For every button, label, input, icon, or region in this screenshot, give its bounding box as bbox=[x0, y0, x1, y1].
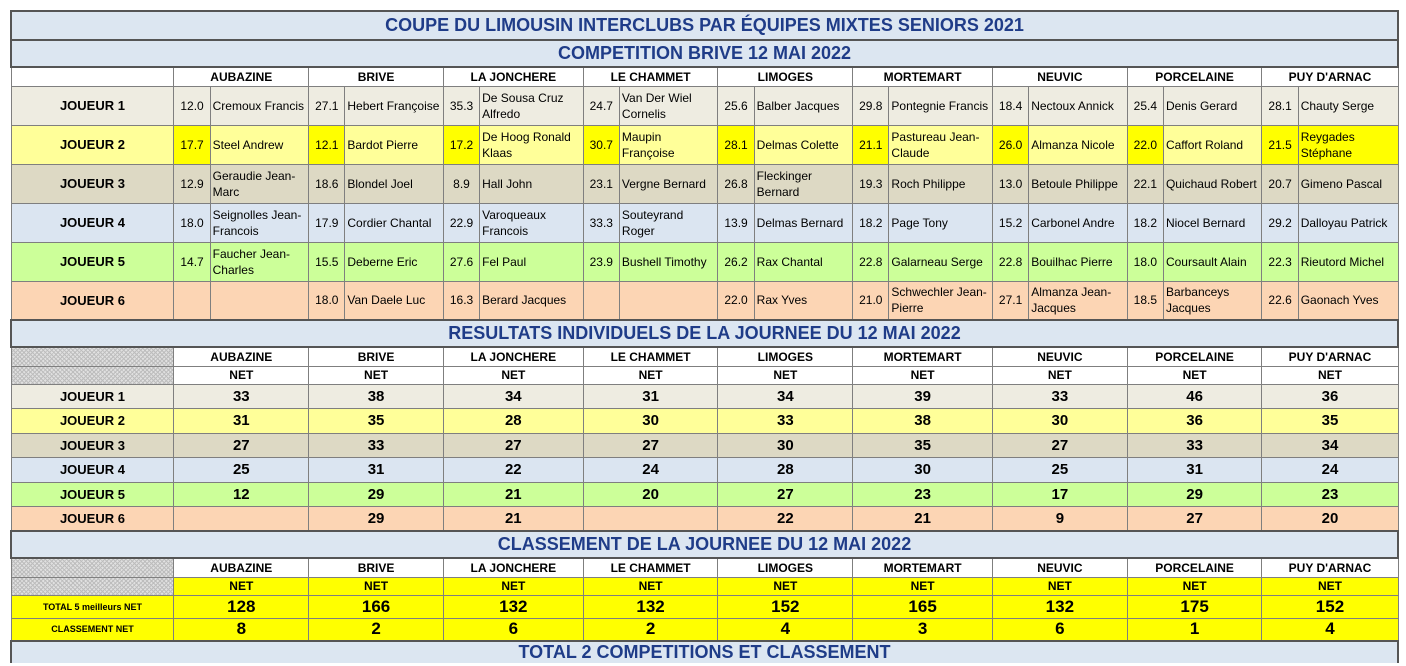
handicap-index: 18.6 bbox=[309, 164, 345, 203]
handicap-index: 18.2 bbox=[1127, 203, 1163, 242]
player-name: De Hoog Ronald Klaas bbox=[480, 125, 584, 164]
net-score: 27 bbox=[583, 433, 718, 458]
club-header: NEUVIC bbox=[992, 347, 1127, 366]
team-rank: 8 bbox=[174, 618, 309, 641]
handicap-index: 35.3 bbox=[443, 86, 479, 125]
handicap-index: 13.0 bbox=[992, 164, 1028, 203]
net-score: 25 bbox=[174, 458, 309, 483]
rank-label: CLASSEMENT NET bbox=[11, 618, 174, 641]
handicap-index: 13.9 bbox=[718, 203, 754, 242]
player-name: Bushell Timothy bbox=[619, 242, 718, 281]
net-header: NET bbox=[1262, 366, 1398, 384]
player-name: Schwechler Jean-Pierre bbox=[889, 281, 993, 320]
handicap-index: 22.8 bbox=[992, 242, 1028, 281]
net-score: 28 bbox=[718, 458, 853, 483]
handicap-index: 17.2 bbox=[443, 125, 479, 164]
handicap-index: 28.1 bbox=[1262, 86, 1298, 125]
team-total: 175 bbox=[1127, 595, 1262, 618]
net-score: 30 bbox=[718, 433, 853, 458]
net-score: 38 bbox=[853, 409, 993, 434]
net-score: 20 bbox=[1262, 507, 1398, 532]
team-rank: 1 bbox=[1127, 618, 1262, 641]
net-score: 23 bbox=[1262, 482, 1398, 507]
club-header: LE CHAMMET bbox=[583, 347, 718, 366]
team-total: 132 bbox=[583, 595, 718, 618]
results-title: RESULTATS INDIVIDUELS DE LA JOURNEE DU 12 MAI 2022 bbox=[11, 320, 1398, 347]
net-score: 27 bbox=[1127, 507, 1262, 532]
ranking-title: CLASSEMENT DE LA JOURNEE DU 12 MAI 2022 bbox=[11, 531, 1398, 558]
net-score: 22 bbox=[718, 507, 853, 532]
net-header: NET bbox=[853, 577, 993, 595]
player-name: Delmas Bernard bbox=[754, 203, 853, 242]
net-score: 29 bbox=[1127, 482, 1262, 507]
player-name: Cremoux Francis bbox=[210, 86, 309, 125]
player-name: Nectoux Annick bbox=[1029, 86, 1128, 125]
player-name: Delmas Colette bbox=[754, 125, 853, 164]
player-name: Rax Chantal bbox=[754, 242, 853, 281]
club-header: LA JONCHERE bbox=[443, 67, 583, 86]
net-header: NET bbox=[1127, 366, 1262, 384]
player-name: Reygades Stéphane bbox=[1298, 125, 1398, 164]
player-name: Maupin Françoise bbox=[619, 125, 718, 164]
team-rank: 6 bbox=[443, 618, 583, 641]
player-name: Hall John bbox=[480, 164, 584, 203]
net-score: 33 bbox=[174, 384, 309, 409]
player-name: Almanza Jean-Jacques bbox=[1029, 281, 1128, 320]
player-name: Souteyrand Roger bbox=[619, 203, 718, 242]
club-header: LE CHAMMET bbox=[583, 558, 718, 577]
net-header: NET bbox=[992, 577, 1127, 595]
player-name: Coursault Alain bbox=[1163, 242, 1262, 281]
handicap-index: 27.1 bbox=[309, 86, 345, 125]
player-name: Balber Jacques bbox=[754, 86, 853, 125]
handicap-index: 24.7 bbox=[583, 86, 619, 125]
player-name: Deberne Eric bbox=[345, 242, 444, 281]
club-header: LA JONCHERE bbox=[443, 347, 583, 366]
player-name: Caffort Roland bbox=[1163, 125, 1262, 164]
player-label: JOUEUR 2 bbox=[11, 125, 174, 164]
handicap-index: 33.3 bbox=[583, 203, 619, 242]
net-header: NET bbox=[309, 577, 444, 595]
corner-cell bbox=[11, 67, 174, 86]
net-score: 35 bbox=[309, 409, 444, 434]
net-score: 31 bbox=[174, 409, 309, 434]
player-name: Bardot Pierre bbox=[345, 125, 444, 164]
player-name: Bouilhac Pierre bbox=[1029, 242, 1128, 281]
club-header: LIMOGES bbox=[718, 347, 853, 366]
club-header: PUY D'ARNAC bbox=[1262, 558, 1398, 577]
handicap-index bbox=[583, 281, 619, 320]
player-name: Cordier Chantal bbox=[345, 203, 444, 242]
player-name: Gaonach Yves bbox=[1298, 281, 1398, 320]
net-score: 31 bbox=[583, 384, 718, 409]
spreadsheet bbox=[10, 10, 1399, 663]
net-score: 30 bbox=[853, 458, 993, 483]
handicap-index: 28.1 bbox=[718, 125, 754, 164]
net-score: 33 bbox=[309, 433, 444, 458]
footer-title: TOTAL 2 COMPETITIONS ET CLASSEMENT bbox=[11, 641, 1398, 663]
handicap-index: 22.1 bbox=[1127, 164, 1163, 203]
team-total: 165 bbox=[853, 595, 993, 618]
net-score: 29 bbox=[309, 482, 444, 507]
net-header: NET bbox=[1127, 577, 1262, 595]
handicap-index: 29.2 bbox=[1262, 203, 1298, 242]
hatched-cell bbox=[11, 347, 174, 366]
club-header: PUY D'ARNAC bbox=[1262, 67, 1398, 86]
player-name bbox=[619, 281, 718, 320]
club-header: NEUVIC bbox=[992, 558, 1127, 577]
net-score: 31 bbox=[309, 458, 444, 483]
handicap-index: 16.3 bbox=[443, 281, 479, 320]
team-total: 128 bbox=[174, 595, 309, 618]
net-score: 27 bbox=[718, 482, 853, 507]
player-name: Varoqueaux Francois bbox=[480, 203, 584, 242]
handicap-index: 27.6 bbox=[443, 242, 479, 281]
handicap-index bbox=[174, 281, 210, 320]
team-total: 166 bbox=[309, 595, 444, 618]
player-label: JOUEUR 6 bbox=[11, 281, 174, 320]
team-rank: 2 bbox=[583, 618, 718, 641]
player-name bbox=[210, 281, 309, 320]
handicap-index: 8.9 bbox=[443, 164, 479, 203]
hatched-cell bbox=[11, 558, 174, 577]
net-header: NET bbox=[1262, 577, 1398, 595]
handicap-index: 12.9 bbox=[174, 164, 210, 203]
player-name: Fel Paul bbox=[480, 242, 584, 281]
hatched-cell bbox=[11, 577, 174, 595]
net-score: 12 bbox=[174, 482, 309, 507]
handicap-index: 15.2 bbox=[992, 203, 1028, 242]
player-name: Pontegnie Francis bbox=[889, 86, 993, 125]
team-rank: 6 bbox=[992, 618, 1127, 641]
club-header: MORTEMART bbox=[853, 347, 993, 366]
handicap-index: 20.7 bbox=[1262, 164, 1298, 203]
player-name: Dalloyau Patrick bbox=[1298, 203, 1398, 242]
player-name: Carbonel Andre bbox=[1029, 203, 1128, 242]
player-label: JOUEUR 4 bbox=[11, 203, 174, 242]
player-label: JOUEUR 3 bbox=[11, 164, 174, 203]
handicap-index: 18.0 bbox=[309, 281, 345, 320]
player-name: Barbanceys Jacques bbox=[1163, 281, 1262, 320]
club-header: PORCELAINE bbox=[1127, 347, 1262, 366]
handicap-index: 26.0 bbox=[992, 125, 1028, 164]
competition-title: COMPETITION BRIVE 12 MAI 2022 bbox=[11, 40, 1398, 67]
club-header: BRIVE bbox=[309, 558, 444, 577]
player-name: Steel Andrew bbox=[210, 125, 309, 164]
club-header: PORCELAINE bbox=[1127, 67, 1262, 86]
player-name: Blondel Joel bbox=[345, 164, 444, 203]
net-score: 21 bbox=[853, 507, 993, 532]
net-score: 24 bbox=[1262, 458, 1398, 483]
net-score: 28 bbox=[443, 409, 583, 434]
handicap-index: 18.4 bbox=[992, 86, 1028, 125]
player-name: Pastureau Jean-Claude bbox=[889, 125, 993, 164]
net-header: NET bbox=[853, 366, 993, 384]
player-name: Berard Jacques bbox=[480, 281, 584, 320]
club-header: AUBAZINE bbox=[174, 67, 309, 86]
player-name: Vergne Bernard bbox=[619, 164, 718, 203]
net-score: 17 bbox=[992, 482, 1127, 507]
net-score: 39 bbox=[853, 384, 993, 409]
handicap-index: 17.7 bbox=[174, 125, 210, 164]
team-total: 132 bbox=[443, 595, 583, 618]
net-header: NET bbox=[718, 366, 853, 384]
handicap-index: 17.9 bbox=[309, 203, 345, 242]
player-name: Van Der Wiel Cornelis bbox=[619, 86, 718, 125]
handicap-index: 18.5 bbox=[1127, 281, 1163, 320]
handicap-index: 21.5 bbox=[1262, 125, 1298, 164]
total-label: TOTAL 5 meilleurs NET bbox=[11, 595, 174, 618]
club-header: LIMOGES bbox=[718, 558, 853, 577]
net-header: NET bbox=[583, 577, 718, 595]
player-label: JOUEUR 1 bbox=[11, 86, 174, 125]
handicap-index: 22.3 bbox=[1262, 242, 1298, 281]
net-score: 31 bbox=[1127, 458, 1262, 483]
handicap-index: 12.1 bbox=[309, 125, 345, 164]
club-header: PUY D'ARNAC bbox=[1262, 347, 1398, 366]
player-name: Geraudie Jean-Marc bbox=[210, 164, 309, 203]
net-score: 22 bbox=[443, 458, 583, 483]
sheet-title: COUPE DU LIMOUSIN INTERCLUBS PAR ÉQUIPES MIXTES SENIORS 2021 bbox=[11, 11, 1398, 40]
net-header: NET bbox=[174, 577, 309, 595]
player-name: Roch Philippe bbox=[889, 164, 993, 203]
player-name: Quichaud Robert bbox=[1163, 164, 1262, 203]
player-name: Van Daele Luc bbox=[345, 281, 444, 320]
net-score: 27 bbox=[174, 433, 309, 458]
handicap-index: 26.2 bbox=[718, 242, 754, 281]
net-score: 21 bbox=[443, 507, 583, 532]
result-player-label: JOUEUR 5 bbox=[11, 482, 174, 507]
handicap-index: 25.6 bbox=[718, 86, 754, 125]
player-name: Galarneau Serge bbox=[889, 242, 993, 281]
handicap-index: 18.2 bbox=[853, 203, 889, 242]
club-header: NEUVIC bbox=[992, 67, 1127, 86]
player-name: Fleckinger Bernard bbox=[754, 164, 853, 203]
handicap-index: 27.1 bbox=[992, 281, 1028, 320]
net-score: 33 bbox=[718, 409, 853, 434]
player-label: JOUEUR 5 bbox=[11, 242, 174, 281]
team-rank: 4 bbox=[1262, 618, 1398, 641]
result-player-label: JOUEUR 3 bbox=[11, 433, 174, 458]
handicap-index: 18.0 bbox=[1127, 242, 1163, 281]
net-score: 33 bbox=[992, 384, 1127, 409]
handicap-index: 22.6 bbox=[1262, 281, 1298, 320]
net-score: 35 bbox=[1262, 409, 1398, 434]
net-header: NET bbox=[992, 366, 1127, 384]
hatched-cell bbox=[11, 366, 174, 384]
result-player-label: JOUEUR 2 bbox=[11, 409, 174, 434]
net-score: 33 bbox=[1127, 433, 1262, 458]
player-name: Betoule Philippe bbox=[1029, 164, 1128, 203]
player-name: Seignolles Jean-Francois bbox=[210, 203, 309, 242]
net-score: 29 bbox=[309, 507, 444, 532]
net-header: NET bbox=[174, 366, 309, 384]
net-header: NET bbox=[443, 366, 583, 384]
club-header: MORTEMART bbox=[853, 558, 993, 577]
team-total: 152 bbox=[718, 595, 853, 618]
player-name: Niocel Bernard bbox=[1163, 203, 1262, 242]
net-score bbox=[174, 507, 309, 532]
net-score: 27 bbox=[443, 433, 583, 458]
club-header: LA JONCHERE bbox=[443, 558, 583, 577]
handicap-index: 22.0 bbox=[718, 281, 754, 320]
net-score: 34 bbox=[443, 384, 583, 409]
net-header: NET bbox=[583, 366, 718, 384]
handicap-index: 15.5 bbox=[309, 242, 345, 281]
net-score: 21 bbox=[443, 482, 583, 507]
player-name: Rieutord Michel bbox=[1298, 242, 1398, 281]
club-header: PORCELAINE bbox=[1127, 558, 1262, 577]
handicap-index: 22.9 bbox=[443, 203, 479, 242]
player-name: Chauty Serge bbox=[1298, 86, 1398, 125]
team-total: 152 bbox=[1262, 595, 1398, 618]
club-header: BRIVE bbox=[309, 347, 444, 366]
net-score: 27 bbox=[992, 433, 1127, 458]
net-score: 36 bbox=[1262, 384, 1398, 409]
player-name: Almanza Nicole bbox=[1029, 125, 1128, 164]
player-name: Rax Yves bbox=[754, 281, 853, 320]
net-score: 25 bbox=[992, 458, 1127, 483]
player-name: Denis Gerard bbox=[1163, 86, 1262, 125]
handicap-index: 22.8 bbox=[853, 242, 889, 281]
net-score: 20 bbox=[583, 482, 718, 507]
net-score: 30 bbox=[583, 409, 718, 434]
player-name: De Sousa Cruz Alfredo bbox=[480, 86, 584, 125]
net-score: 34 bbox=[1262, 433, 1398, 458]
net-score: 23 bbox=[853, 482, 993, 507]
net-header: NET bbox=[309, 366, 444, 384]
player-name: Hebert Françoise bbox=[345, 86, 444, 125]
net-header: NET bbox=[443, 577, 583, 595]
main-table bbox=[10, 10, 1399, 663]
handicap-index: 22.0 bbox=[1127, 125, 1163, 164]
net-header: NET bbox=[718, 577, 853, 595]
player-name: Page Tony bbox=[889, 203, 993, 242]
result-player-label: JOUEUR 4 bbox=[11, 458, 174, 483]
handicap-index: 23.1 bbox=[583, 164, 619, 203]
handicap-index: 23.9 bbox=[583, 242, 619, 281]
net-score: 24 bbox=[583, 458, 718, 483]
net-score: 30 bbox=[992, 409, 1127, 434]
handicap-index: 14.7 bbox=[174, 242, 210, 281]
club-header: LIMOGES bbox=[718, 67, 853, 86]
net-score: 9 bbox=[992, 507, 1127, 532]
net-score: 35 bbox=[853, 433, 993, 458]
net-score: 38 bbox=[309, 384, 444, 409]
team-rank: 3 bbox=[853, 618, 993, 641]
club-header: BRIVE bbox=[309, 67, 444, 86]
result-player-label: JOUEUR 6 bbox=[11, 507, 174, 532]
club-header: LE CHAMMET bbox=[583, 67, 718, 86]
handicap-index: 26.8 bbox=[718, 164, 754, 203]
handicap-index: 25.4 bbox=[1127, 86, 1163, 125]
net-score bbox=[583, 507, 718, 532]
club-header: AUBAZINE bbox=[174, 558, 309, 577]
net-score: 34 bbox=[718, 384, 853, 409]
handicap-index: 18.0 bbox=[174, 203, 210, 242]
handicap-index: 21.1 bbox=[853, 125, 889, 164]
net-score: 46 bbox=[1127, 384, 1262, 409]
club-header: AUBAZINE bbox=[174, 347, 309, 366]
club-header: MORTEMART bbox=[853, 67, 993, 86]
handicap-index: 12.0 bbox=[174, 86, 210, 125]
team-total: 132 bbox=[992, 595, 1127, 618]
handicap-index: 19.3 bbox=[853, 164, 889, 203]
player-name: Gimeno Pascal bbox=[1298, 164, 1398, 203]
result-player-label: JOUEUR 1 bbox=[11, 384, 174, 409]
team-rank: 4 bbox=[718, 618, 853, 641]
handicap-index: 30.7 bbox=[583, 125, 619, 164]
team-rank: 2 bbox=[309, 618, 444, 641]
handicap-index: 21.0 bbox=[853, 281, 889, 320]
net-score: 36 bbox=[1127, 409, 1262, 434]
player-name: Faucher Jean-Charles bbox=[210, 242, 309, 281]
handicap-index: 29.8 bbox=[853, 86, 889, 125]
